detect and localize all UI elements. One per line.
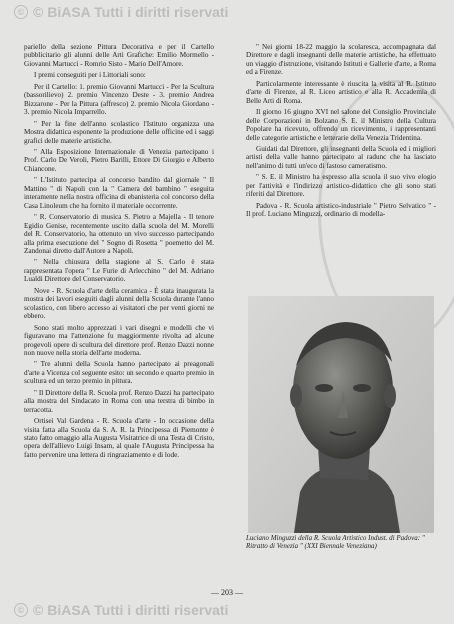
paragraph: " R. Conservatorio di musica S. Pietro a Majella - Il tenore Egidio Genise, recentemente uscito dalla scuola del M. Morelli del R. Conservatorio, ha ottenuto un vivo successo partecipando alla prima esecuzione del " Sogno di Rosetta " poemetto del M. Zandonai diretto dall'Autore a Napoli. [24,213,214,255]
paragraph: " Nei giorni 18-22 maggio la scolaresca, accompagnata dal Direttore e dagli insegnanti delle materie artistiche, ha effettuato un viaggio d'istruzione, visitando Istituti e Gallerie d'arte, a Roma ed a Firenze. [246,43,436,77]
paragraph: Guidati dal Direttore, gli insegnanti della Scuola ed i migliori artisti della valle hanno partecipato al radunc che ha lasciato nell'animo di tutti un'eco di fastoso cameratismo. [246,144,436,170]
paragraph: Ortisei Val Gardena - R. Scuola d'arte - In occasione della visita fatta alla Scuola da S. A. R. la Principessa di Piemonte è stato fatto omaggio alla Augusta Visitatrice di una Testa di Cristo, opera dell'allievo Luigi Insam, al quale l'Augusta Principessa ha fatto pervenire una lettera di ringraziamento e di lode. [24,417,214,459]
photo-caption: Luciano Minguzzi della R. Scuola Artistico Indust. di Padova: " Ritratto di Venezia " (XXI Biennale Veneziana) [246,534,425,551]
paragraph: " Per la fine dell'anno scolastico l'Istituto organizza una Mostra didattica esponente la produzione delle officine ed i saggi grafici delle materie artistiche. [24,119,214,145]
watermark-text-bottom: © BiASA Tutti i diritti riservati [33,602,229,618]
paragraph: Padova - R. Scuola artistico-industriale " Pietro Selvatico " - Il prof. Luciano Minguzzi, ordinario di modella- [246,201,436,219]
paragraph: Per il Cartello: 1. premio Giovanni Martucci - Per la Scultura (bassorilievo) 2. premio Vincenzo Deste - 3. premio Andrea Bizzarone - Per la Pittura (affresco) 2. premio Nicola Giordano - 3. premio Nicola Imparrello. [24,82,214,117]
copyright-logo-icon: © [14,5,28,19]
watermark-top [0,2,454,22]
bust-portrait-icon [248,296,434,533]
paragraph: " Il Direttore della R. Scuola prof. Renzo Dazzi ha partecipato alla mostra del Sindacato in Roma con una terstra di bimbo in terracotta. [24,388,214,414]
paragraph: Particolarmente interessante è riuscita la visita al R. Istituto d'arte di Firenze, al R. Liceo artistico e alla R. Accademia di Belle Arti di Roma. [246,79,436,105]
paragraph: " Alla Esposizione Internazionale di Venezia partecipano i Prof. Carlo De Veroli, Pietro Barilli, Ettore Di Giorgio e Alberto Chiancone. [24,147,214,173]
paragraph: " Nella chiusura della stagione al S. Carlo è stata rappresentata l'opera " Le Furie di Arlecchino " del M. Adriano Lualdi Direttore del Conservatorio. [24,258,214,284]
paragraph: " L'Istituto partecipa al concorso bandito dal giornale " Il Mattino " di Napoli con la " Camera del bambino " eseguita interamente nella nostra officina di ebanisteria col concorso della Casa Linoleum che ha fornito il materiale occorrente. [24,176,214,210]
copyright-logo-icon: © [14,603,28,617]
paragraph: Nove - R. Scuola d'arte della ceramica - È stata inaugurata la mostra dei lavori eseguiti dagli alunni della Scuola durante l'anno scolastico, con libero accesso ai visitatori che per venti giorni ne ebbero. [24,286,214,321]
left-column [24,43,214,595]
page-number: — 203 — [211,588,243,597]
watermark-text-top: © BiASA Tutti i diritti riservati [33,4,229,20]
paragraph: " S. E. il Ministro ha espresso alla scuola il suo vivo elogio per l'attività e l'indirizzo artistico-didattico che gli sono stati riferiti dal Direttore. [246,173,436,199]
right-column [246,43,436,298]
paragraph: Sono stati molto apprezzati i vari disegni e modelli che vi figuravano ma l'attenzione fu maggiormente rivolta ad alcune progevoli opere di scultura del direttore prof. Renzo Dazzi nonne non nuove nella storia dell'arte moderna. [24,323,214,357]
paragraph: Il giorno 16 giugno XVI nel salone del Consiglio Provinciale delle Corporazioni in Bolzano S. E. il Ministro della Cultura Popolare ha ricevuto, offrendo un ricevimento, i rappresentanti delle categorie artistiche e letterarie della Venezia Tridentina. [246,108,436,142]
paragraph: I premi conseguiti per i Littoriali sono: [34,71,146,80]
sculpture-photo [248,296,434,533]
paragraph: pariello della sezione Pittura Decorativa e per il Cartello pubblicitario gli alunni delle Arti Grafiche: Emilio Mormello - Giovanni Martucci - Romrio Sisto - Mario Dell'Amore. [24,43,214,68]
paragraph: " Tre alunni della Scuola hanno partecipato ai preagonali d'arte a Vicenza col seguente esito: un secondo e quarto premio in scultura ed un terzo premio in pittura. [24,360,214,386]
watermark-bottom [0,600,454,620]
